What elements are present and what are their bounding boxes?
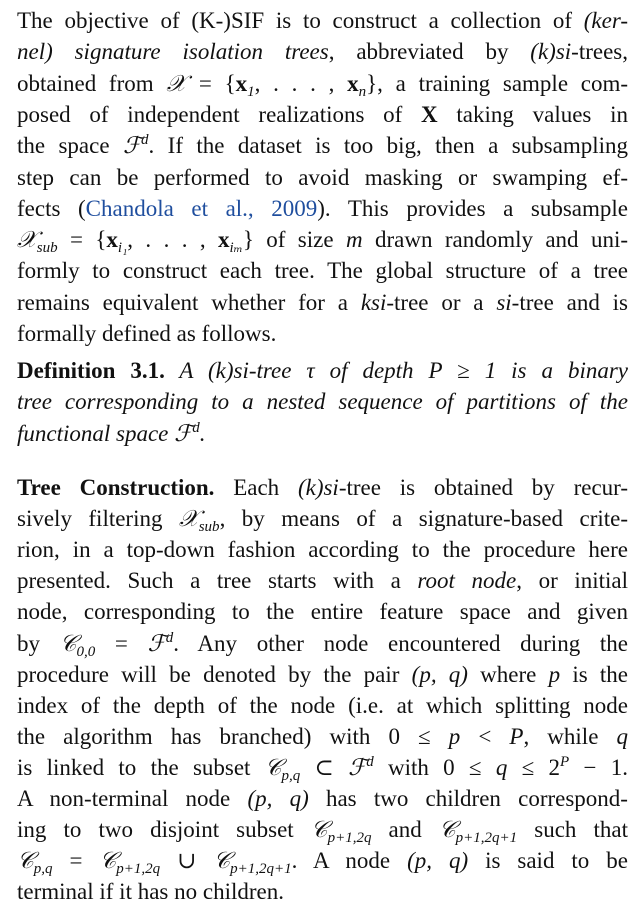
text-segment: A non-terminal node bbox=[17, 786, 248, 811]
text-line bbox=[17, 503, 628, 534]
text-segment: 𝒳 bbox=[166, 70, 187, 96]
text-line bbox=[17, 287, 628, 318]
text-segment: , . . . , bbox=[254, 70, 348, 96]
text-segment: 𝒳 bbox=[17, 227, 37, 253]
text-line bbox=[17, 783, 628, 814]
text-line bbox=[17, 355, 628, 386]
text-segment: p bbox=[448, 723, 461, 749]
text-line bbox=[17, 36, 628, 67]
text-segment: -tree and is bbox=[511, 289, 628, 315]
text-segment: procedure will be denoted by the pair bbox=[17, 661, 412, 687]
text-segment: (k)si bbox=[297, 475, 339, 500]
text-segment: si bbox=[496, 289, 512, 315]
text-segment: is linked to the subset bbox=[17, 754, 265, 780]
text-line bbox=[17, 690, 628, 721]
text-segment: -tree or a bbox=[386, 289, 497, 315]
text-segment: ). This provides a subsample bbox=[317, 195, 628, 221]
text-segment: the space bbox=[17, 133, 123, 159]
text-segment: functional space ℱ bbox=[17, 420, 193, 446]
text-segment: obtained from bbox=[17, 70, 167, 96]
text-segment: -trees, bbox=[571, 39, 628, 65]
text-segment: ⊂ bbox=[300, 754, 349, 780]
text-line bbox=[17, 224, 628, 255]
math-script: n bbox=[358, 83, 367, 100]
text-segment: nel) signature isolation trees bbox=[17, 39, 329, 65]
math-script: p,q bbox=[281, 767, 301, 784]
text-segment: , abbreviated by bbox=[328, 39, 531, 65]
text-segment: is the bbox=[560, 661, 628, 687]
text-segment: Tree Construction. bbox=[17, 475, 215, 500]
text-segment: has two children correspond- bbox=[308, 786, 628, 811]
text-segment: presented. Such a tree starts with a bbox=[17, 568, 418, 594]
text-line bbox=[17, 318, 628, 349]
text-segment: = { bbox=[57, 227, 107, 253]
text-segment: x bbox=[106, 227, 118, 253]
text-segment: is said to be bbox=[468, 848, 628, 874]
text-segment: ≤ 2 bbox=[507, 754, 561, 780]
text-line bbox=[17, 99, 628, 130]
text-segment: 𝒳 bbox=[178, 506, 199, 532]
text-line bbox=[17, 68, 628, 99]
text-segment: . Any other node encountered during the bbox=[173, 630, 628, 656]
text-segment: such that bbox=[517, 817, 629, 843]
text-segment: x bbox=[347, 70, 359, 96]
text-line bbox=[17, 130, 628, 161]
text-line bbox=[17, 876, 628, 907]
text-segment: . If the dataset is too big, then a subsampling bbox=[148, 133, 628, 159]
math-script: d bbox=[141, 132, 149, 149]
text-segment: 𝒞 bbox=[310, 817, 328, 843]
text-segment: (p, q) bbox=[407, 848, 469, 874]
math-script: p+1,2q bbox=[327, 830, 372, 847]
text-segment: = bbox=[95, 630, 148, 656]
text-segment: (p, q) bbox=[411, 661, 468, 687]
text-segment: where bbox=[467, 661, 549, 687]
text-segment: 𝒞 bbox=[59, 630, 77, 656]
text-segment: p bbox=[548, 661, 561, 687]
text-segment: x bbox=[235, 70, 248, 96]
text-segment: root node bbox=[417, 568, 517, 594]
text-segment: ℱ bbox=[348, 754, 367, 780]
math-script: p+1,2q+1 bbox=[455, 830, 518, 847]
text-segment: , by means of a signature-based crite- bbox=[219, 506, 628, 532]
text-segment: formly to construct each tree. The global structure of a tree bbox=[17, 258, 628, 284]
text-segment: . A node bbox=[291, 848, 408, 874]
text-segment: } of size bbox=[242, 227, 346, 253]
text-segment: 𝒞 bbox=[438, 817, 456, 843]
text-segment: − 1. bbox=[569, 754, 628, 780]
math-script: 0,0 bbox=[76, 643, 96, 660]
text-segment: 𝒞 bbox=[264, 754, 282, 780]
text-segment: = { bbox=[186, 70, 236, 96]
text-segment: 𝒞 bbox=[99, 848, 117, 874]
text-segment: step can be performed to avoid masking or swamping ef- bbox=[17, 164, 628, 190]
text-line bbox=[17, 193, 628, 224]
text-segment: node, corresponding to the entire feature space and given bbox=[17, 599, 628, 625]
text-segment: , . . . , bbox=[127, 227, 218, 253]
text-segment: with 0 ≤ bbox=[373, 754, 496, 780]
text-segment: by bbox=[17, 630, 60, 656]
text-segment: ksi bbox=[360, 289, 387, 315]
text-segment: A (k)si-tree τ of depth P ≥ 1 is a binary bbox=[164, 358, 628, 383]
text-segment: 𝒞 bbox=[213, 848, 231, 874]
text-line bbox=[17, 255, 628, 286]
text-segment: and bbox=[371, 817, 439, 843]
text-segment: posed of independent realizations of bbox=[17, 101, 422, 127]
text-line bbox=[17, 659, 628, 690]
text-segment: q bbox=[616, 723, 628, 749]
text-line bbox=[17, 472, 628, 503]
text-line bbox=[17, 565, 628, 596]
math-script: i₁ bbox=[117, 240, 128, 257]
text-segment: X bbox=[421, 101, 438, 127]
text-line bbox=[17, 752, 628, 783]
text-segment: , or initial bbox=[516, 568, 629, 594]
text-segment: rion, in a top-down fashion according to the procedure here bbox=[17, 537, 628, 563]
citation-link[interactable]: Chandola et al., 2009 bbox=[85, 195, 318, 221]
text-line bbox=[17, 418, 628, 449]
math-script: d bbox=[366, 753, 374, 770]
text-segment: ℱ bbox=[147, 630, 166, 656]
math-script: d bbox=[165, 629, 174, 646]
text-segment: q bbox=[495, 754, 508, 780]
text-segment: P bbox=[509, 723, 524, 749]
text-segment: the algorithm has branched) with 0 ≤ bbox=[17, 723, 449, 749]
text-segment: ℱ bbox=[122, 133, 142, 159]
text-segment: (p, q) bbox=[247, 786, 309, 811]
math-script: 1 bbox=[247, 83, 255, 100]
math-script: iₘ bbox=[229, 240, 243, 257]
text-line bbox=[17, 628, 628, 659]
text-line bbox=[17, 814, 628, 845]
text-segment: . bbox=[199, 420, 206, 446]
text-segment: taking values in bbox=[437, 101, 628, 127]
math-script: P bbox=[560, 753, 570, 770]
text-segment: = bbox=[52, 848, 100, 874]
text-line bbox=[17, 596, 628, 627]
text-segment: Each bbox=[214, 475, 298, 500]
text-segment: The objective of (K-)SIF is to construct a collection of bbox=[17, 8, 584, 33]
text-segment: remains equivalent whether for a bbox=[17, 289, 361, 315]
text-segment: sively filtering bbox=[17, 506, 179, 532]
math-script: p,q bbox=[33, 861, 53, 878]
text-segment: Definition 3.1. bbox=[17, 358, 165, 383]
math-script: sub bbox=[36, 240, 58, 257]
text-line bbox=[17, 162, 628, 193]
text-segment: index of the depth of the node (i.e. at which splitting node bbox=[17, 692, 628, 718]
text-line bbox=[17, 5, 628, 36]
text-line bbox=[17, 386, 628, 417]
text-line bbox=[17, 534, 628, 565]
text-segment: }, a training sample com- bbox=[366, 70, 629, 96]
text-segment: fects ( bbox=[17, 195, 86, 221]
text-segment: terminal if it has no children. bbox=[17, 879, 284, 905]
text-segment: (k)si bbox=[530, 39, 572, 65]
text-segment: formally defined as follows. bbox=[17, 321, 277, 346]
math-script: sub bbox=[198, 519, 220, 536]
text-line bbox=[17, 845, 628, 876]
text-line bbox=[17, 721, 628, 752]
text-segment: drawn randomly and uni- bbox=[362, 227, 628, 253]
text-segment: tree corresponding to a nested sequence of partitions of the bbox=[17, 389, 628, 415]
text-segment: x bbox=[217, 227, 230, 253]
text-segment: ing to two disjoint subset bbox=[17, 817, 311, 843]
text-segment: m bbox=[345, 227, 363, 253]
text-segment: ∪ bbox=[160, 848, 214, 874]
math-script: p+1,2q+1 bbox=[230, 861, 292, 878]
text-segment: -tree is obtained by recur- bbox=[338, 475, 629, 500]
math-script: p+1,2q bbox=[116, 861, 161, 878]
math-script: d bbox=[192, 419, 200, 436]
text-segment: , while bbox=[523, 723, 617, 749]
text-segment: (ker- bbox=[583, 8, 628, 33]
text-segment: 𝒞 bbox=[17, 848, 34, 874]
text-segment: < bbox=[460, 723, 510, 749]
